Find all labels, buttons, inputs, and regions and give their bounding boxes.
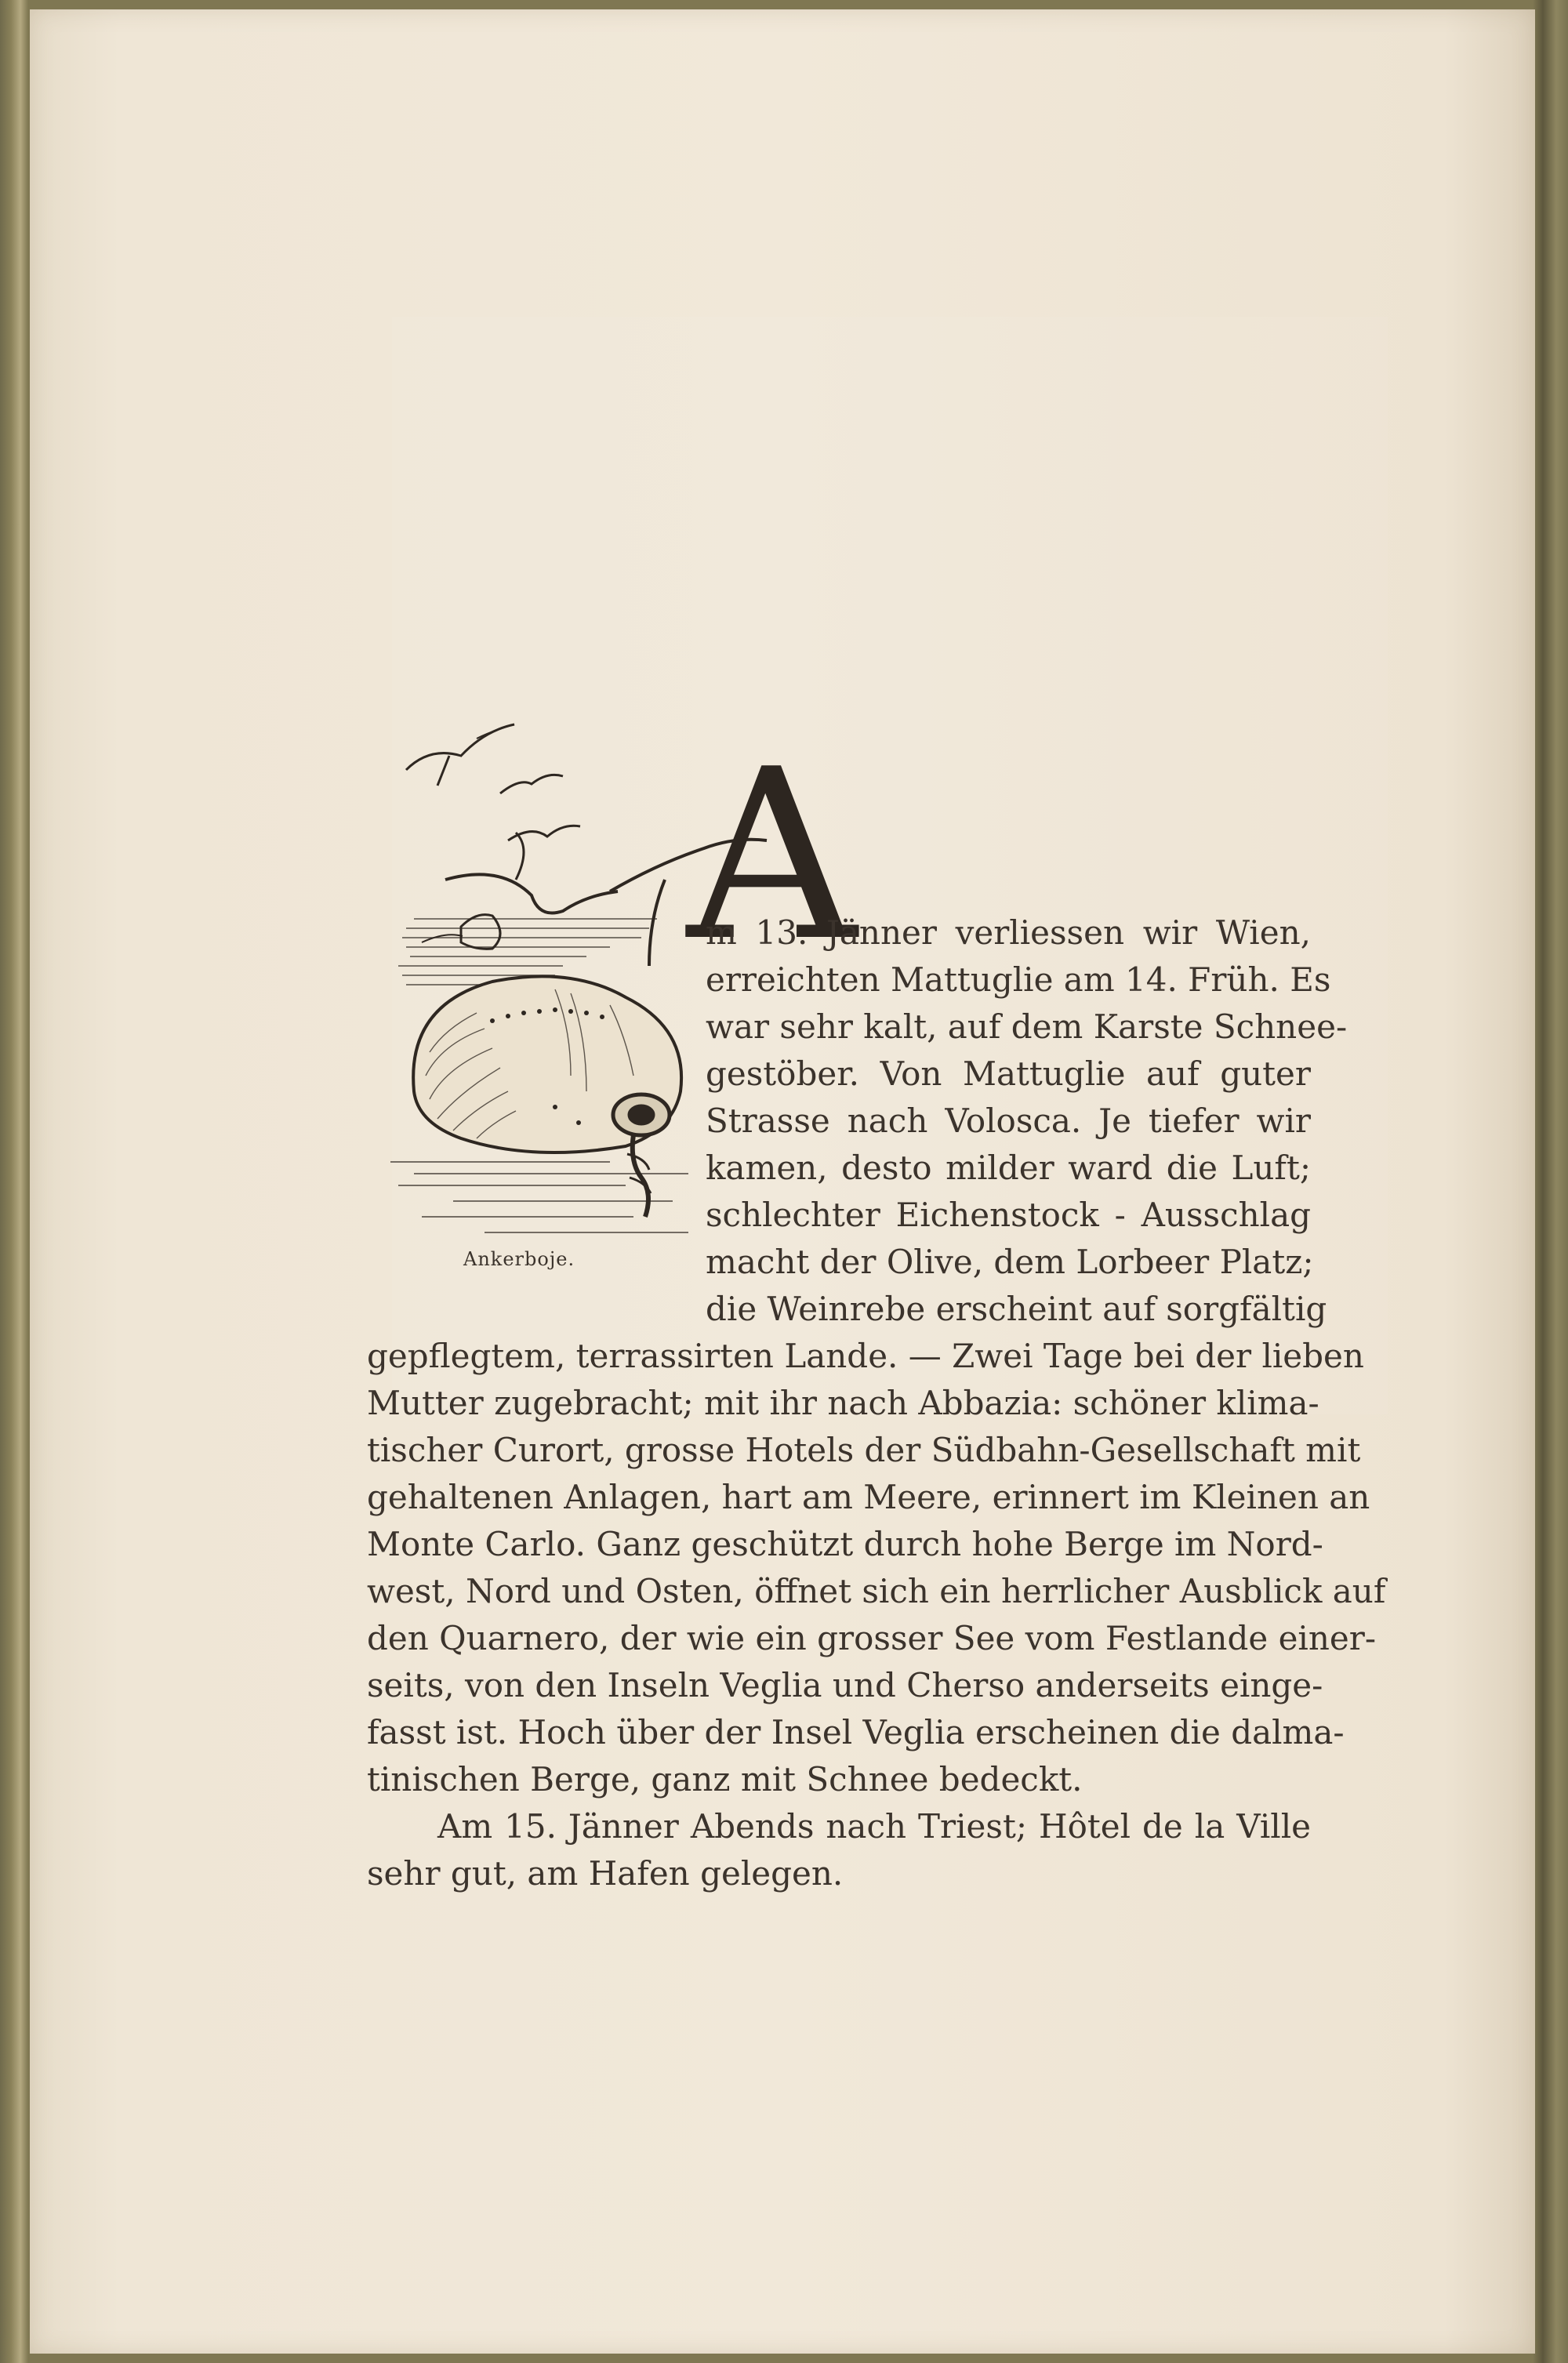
text-line: die Weinrebe erscheint auf sorgfältig: [706, 1290, 1327, 1328]
text-line: gepflegtem, terrassirten Lande. — Zwei Tage bei der lieben: [367, 1337, 1364, 1375]
text-line: gehaltenen Anlagen, hart am Meere, erinnert im Kleinen an: [367, 1478, 1370, 1516]
drop-cap: A: [687, 719, 857, 993]
text-line: war sehr kalt, auf dem Karste Schnee-: [706, 1007, 1348, 1046]
illustration-caption: Ankerboje.: [463, 1248, 575, 1270]
text-line: kamen, desto milder ward die Luft;: [706, 1149, 1311, 1187]
text-line: schlechter Eichenstock - Ausschlag: [706, 1196, 1311, 1234]
text-line: Mutter zugebracht; mit ihr nach Abbazia: schöner klima-: [367, 1384, 1319, 1422]
text-line: gestöber. Von Mattuglie auf guter: [706, 1054, 1311, 1093]
text-line: erreichten Mattuglie am 14. Früh. Es: [706, 960, 1331, 999]
text-line: fasst ist. Hoch über der Insel Veglia erscheinen die dalma-: [367, 1713, 1345, 1751]
book-page: [30, 9, 1535, 2354]
body-text: [30, 9, 1535, 2354]
text-line: tinischen Berge, ganz mit Schnee bedeckt.: [367, 1760, 1083, 1799]
text-line: macht der Olive, dem Lorbeer Platz;: [706, 1243, 1314, 1281]
text-line: tischer Curort, grosse Hotels der Südbahn-Gesellschaft mit: [367, 1431, 1361, 1469]
text-line: Am 15. Jänner Abends nach Triest; Hôtel de la Ville: [437, 1807, 1311, 1846]
text-line: west, Nord und Osten, öffnet sich ein herrlicher Ausblick auf: [367, 1572, 1386, 1610]
text-line: den Quarnero, der wie ein grosser See vom Festlande einer-: [367, 1619, 1377, 1657]
text-line: Monte Carlo. Ganz geschützt durch hohe Berge im Nord-: [367, 1525, 1323, 1563]
text-line: seits, von den Inseln Veglia und Cherso anderseits einge-: [367, 1666, 1323, 1704]
text-line: sehr gut, am Hafen gelegen.: [367, 1854, 844, 1893]
text-line: Strasse nach Volosca. Je tiefer wir: [706, 1102, 1311, 1140]
text-line: m 13. Jänner verliessen wir Wien,: [706, 913, 1311, 952]
